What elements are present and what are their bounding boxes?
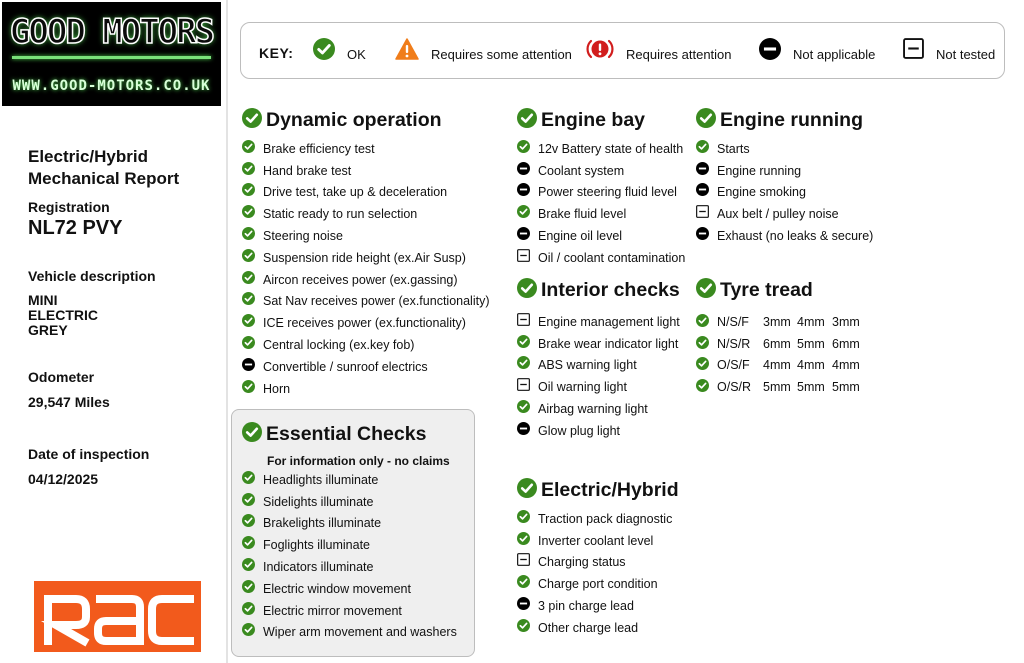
list-item: [242, 182, 489, 204]
check-icon: [242, 623, 255, 641]
inspection-date-value: 04/12/2025: [28, 471, 99, 487]
list-item: [517, 595, 679, 617]
check-icon: [242, 205, 255, 223]
list-item: [242, 203, 489, 225]
tread-depth: 3mm: [832, 314, 860, 329]
column-divider: [226, 0, 228, 663]
item-list: [242, 469, 457, 643]
list-item: [242, 160, 489, 182]
tread-depth: 4mm: [797, 358, 825, 373]
list-item: [242, 600, 457, 622]
item-label: Engine smoking: [717, 185, 806, 200]
check-icon: [242, 471, 255, 489]
not-applicable-icon: [696, 227, 709, 245]
item-label: ICE receives power (ex.functionality): [263, 316, 466, 331]
item-label: Central locking (ex.key fob): [263, 338, 415, 353]
report-title: Electric/Hybrid Mechanical Report: [28, 147, 180, 188]
list-item: [242, 469, 457, 491]
tread-depth: 4mm: [832, 358, 860, 373]
list-item: [242, 312, 489, 334]
check-icon: [242, 108, 262, 133]
check-icon: [517, 108, 537, 133]
check-icon: [517, 619, 530, 637]
vehicle-description-label: Vehicle description: [28, 268, 156, 284]
section-title: Engine running: [720, 108, 863, 131]
check-icon: [517, 510, 530, 528]
check-icon: [242, 558, 255, 576]
check-icon: [242, 140, 255, 158]
check-icon: [517, 278, 537, 303]
list-item: [242, 556, 457, 578]
item-label: Steering noise: [263, 229, 343, 244]
logo-website: WWW.GOOD-MOTORS.CO.UK: [12, 78, 211, 94]
section-header: [696, 106, 873, 134]
list-item: [242, 356, 489, 378]
not-tested-icon: [517, 313, 530, 331]
section-electric-hybrid: [517, 476, 679, 639]
section-dynamic-operation: [242, 106, 489, 400]
not-tested-icon: [517, 378, 530, 396]
list-item: [242, 491, 457, 513]
not-applicable-icon: [517, 422, 530, 440]
check-icon: [242, 514, 255, 532]
alert-icon: [586, 35, 614, 68]
logo-title: GOOD MOTORS: [9, 12, 214, 52]
rac-logo: [34, 581, 201, 652]
registration-value: NL72 PVY: [28, 217, 123, 239]
section-title: Electric/Hybrid: [541, 478, 679, 501]
list-item: [517, 225, 685, 247]
item-label: Horn: [263, 381, 291, 396]
list-item: [696, 182, 873, 204]
tyre-row: [696, 311, 863, 333]
item-label: Static ready to run selection: [263, 207, 418, 222]
item-label: Wiper arm movement and washers: [263, 625, 457, 640]
list-item: [517, 420, 680, 442]
good-motors-logo: [2, 2, 221, 106]
check-icon: [242, 162, 255, 180]
check-icon: [696, 357, 709, 373]
list-item: [517, 333, 680, 355]
item-list: [517, 311, 680, 442]
section-title: Dynamic operation: [266, 108, 442, 131]
key-item-not-tested: [903, 38, 995, 64]
list-item: [517, 203, 685, 225]
check-icon: [696, 379, 709, 395]
rac-logo-mark: [34, 581, 201, 652]
tread-depth: 6mm: [832, 336, 860, 351]
not-applicable-icon: [517, 162, 530, 180]
check-icon: [242, 336, 255, 354]
check-icon: [517, 356, 530, 374]
check-icon: [517, 205, 530, 223]
vehicle-description: [28, 293, 98, 338]
tyre-row: [696, 333, 863, 355]
list-item: [517, 311, 680, 333]
not-applicable-icon: [517, 183, 530, 201]
item-label: Aux belt / pulley noise: [717, 207, 839, 222]
not-tested-icon: [903, 38, 924, 64]
item-label: Oil / coolant contamination: [538, 250, 686, 265]
tread-depth: 5mm: [797, 336, 825, 351]
key-label: Requires attention: [626, 46, 732, 62]
list-item: [517, 573, 679, 595]
item-label: Other charge lead: [538, 620, 639, 635]
check-icon: [242, 580, 255, 598]
list-item: [696, 138, 873, 160]
vehicle-make: MINI: [28, 292, 58, 308]
tread-depth: 5mm: [763, 380, 791, 395]
section-header: [517, 106, 685, 134]
section-header: [517, 276, 680, 304]
tyre-position: N/S/R: [717, 336, 751, 351]
key-item-some-attention: [395, 38, 572, 64]
item-label: Brake fluid level: [538, 207, 627, 222]
tyre-list: [696, 311, 863, 398]
key-label: Not tested: [936, 46, 996, 62]
list-item: [242, 225, 489, 247]
item-label: Charging status: [538, 555, 626, 570]
item-label: Traction pack diagnostic: [538, 511, 673, 526]
check-icon: [696, 314, 709, 330]
tyre-row: [696, 376, 863, 398]
item-label: Glow plug light: [538, 423, 620, 438]
key-label: OK: [347, 46, 366, 62]
not-tested-icon: [696, 205, 709, 223]
item-label: Aircon receives power (ex.gassing): [263, 272, 458, 287]
key-item-ok: [313, 38, 366, 64]
not-applicable-icon: [696, 162, 709, 180]
list-item: [242, 269, 489, 291]
item-list: [517, 508, 679, 639]
section-title: Interior checks: [541, 278, 680, 301]
not-tested-icon: [517, 249, 530, 267]
item-label: Suspension ride height (ex.Air Susp): [263, 250, 466, 265]
item-label: Engine management light: [538, 314, 680, 329]
check-icon: [242, 493, 255, 511]
check-icon: [517, 575, 530, 593]
item-label: Sidelights illuminate: [263, 494, 374, 509]
tread-depth: 4mm: [763, 358, 791, 373]
tread-depth: 6mm: [763, 336, 791, 351]
status-key: [240, 22, 1005, 79]
item-label: Brake wear indicator light: [538, 336, 679, 351]
item-list: [517, 138, 685, 269]
check-icon: [517, 400, 530, 418]
essential-checks-note: For information only - no claims: [267, 454, 450, 468]
list-item: [242, 534, 457, 556]
item-label: Coolant system: [538, 163, 625, 178]
item-label: Engine running: [717, 163, 802, 178]
item-label: Charge port condition: [538, 577, 658, 592]
item-label: 3 pin charge lead: [538, 599, 634, 614]
section-essential-checks: [242, 420, 457, 643]
key-title: KEY:: [259, 45, 294, 61]
tread-depth: 4mm: [797, 314, 825, 329]
item-label: Airbag warning light: [538, 402, 648, 417]
item-label: 12v Battery state of health: [538, 141, 684, 156]
section-header: [517, 476, 679, 504]
list-item: [242, 247, 489, 269]
list-item: [517, 182, 685, 204]
check-icon: [242, 292, 255, 310]
item-label: Foglights illuminate: [263, 538, 370, 553]
list-item: [517, 376, 680, 398]
not-applicable-icon: [759, 38, 781, 65]
check-icon: [517, 478, 537, 503]
tread-depth: 5mm: [832, 380, 860, 395]
vehicle-colour: GREY: [28, 322, 68, 338]
not-tested-icon: [517, 553, 530, 571]
item-label: Brakelights illuminate: [263, 516, 382, 531]
check-icon: [242, 227, 255, 245]
section-interior-checks: [517, 276, 680, 442]
check-icon: [242, 249, 255, 267]
not-applicable-icon: [517, 597, 530, 615]
item-list: [242, 138, 489, 400]
item-label: ABS warning light: [538, 358, 637, 373]
tread-depth: 5mm: [797, 380, 825, 395]
section-title: Tyre tread: [720, 278, 813, 301]
tyre-position: O/S/R: [717, 380, 752, 395]
logo-divider: [12, 56, 211, 59]
list-item: [517, 398, 680, 420]
section-engine-running: [696, 106, 873, 247]
item-label: Electric mirror movement: [263, 603, 402, 618]
odometer-value: 29,547 Miles: [28, 394, 110, 410]
check-icon: [696, 108, 716, 133]
section-tyre-tread: [696, 276, 863, 398]
list-item: [696, 225, 873, 247]
odometer-label: Odometer: [28, 369, 95, 385]
check-icon: [517, 532, 530, 550]
list-item: [696, 160, 873, 182]
list-item: [517, 617, 679, 639]
section-title: Engine bay: [541, 108, 646, 131]
item-label: Brake efficiency test: [263, 141, 375, 156]
tyre-position: O/S/F: [717, 358, 750, 373]
item-label: Drive test, take up & deceleration: [263, 185, 448, 200]
list-item: [517, 530, 679, 552]
section-engine-bay: [517, 106, 685, 269]
item-label: Hand brake test: [263, 163, 352, 178]
item-label: Oil warning light: [538, 380, 627, 395]
item-label: Engine oil level: [538, 229, 623, 244]
list-item: [696, 203, 873, 225]
check-icon: [696, 140, 709, 158]
list-item: [517, 552, 679, 574]
check-icon: [517, 140, 530, 158]
key-item-attention: [586, 38, 732, 64]
item-label: Electric window movement: [263, 581, 411, 596]
not-applicable-icon: [242, 358, 255, 376]
key-label: Requires some attention: [431, 46, 572, 62]
list-item: [517, 508, 679, 530]
list-item: [517, 247, 685, 269]
section-title: Essential Checks: [266, 422, 427, 445]
check-icon: [242, 183, 255, 201]
list-item: [242, 138, 489, 160]
section-header: [242, 420, 457, 448]
check-icon: [242, 602, 255, 620]
section-header: [696, 276, 863, 304]
section-header: [242, 106, 489, 134]
key-item-not-applicable: [759, 38, 875, 64]
check-icon: [242, 271, 255, 289]
tyre-position: N/S/F: [717, 314, 749, 329]
item-list: [696, 138, 873, 247]
tyre-row: [696, 355, 863, 377]
list-item: [242, 578, 457, 600]
item-label: Exhaust (no leaks & secure): [717, 229, 874, 244]
list-item: [517, 355, 680, 377]
check-icon: [696, 336, 709, 352]
check-icon: [313, 38, 335, 65]
check-icon: [242, 380, 255, 398]
item-label: Starts: [717, 141, 750, 156]
registration-label: Registration: [28, 199, 110, 215]
item-label: Convertible / sunroof electrics: [263, 359, 428, 374]
vehicle-model: ELECTRIC: [28, 307, 98, 323]
list-item: [242, 513, 457, 535]
list-item: [242, 378, 489, 400]
item-label: Power steering fluid level: [538, 185, 677, 200]
list-item: [517, 138, 685, 160]
list-item: [517, 160, 685, 182]
item-label: Inverter coolant level: [538, 533, 654, 548]
check-icon: [696, 278, 716, 303]
not-applicable-icon: [696, 183, 709, 201]
check-icon: [242, 314, 255, 332]
item-label: Headlights illuminate: [263, 472, 379, 487]
item-label: Indicators illuminate: [263, 560, 374, 575]
inspection-date-label: Date of inspection: [28, 446, 150, 462]
list-item: [242, 291, 489, 313]
list-item: [242, 622, 457, 644]
check-icon: [517, 335, 530, 353]
item-label: Sat Nav receives power (ex.functionality): [263, 294, 490, 309]
key-label: Not applicable: [793, 46, 876, 62]
not-applicable-icon: [517, 227, 530, 245]
tread-depth: 3mm: [763, 314, 791, 329]
check-icon: [242, 422, 262, 447]
check-icon: [242, 536, 255, 554]
list-item: [242, 334, 489, 356]
warning-icon: [395, 37, 419, 66]
